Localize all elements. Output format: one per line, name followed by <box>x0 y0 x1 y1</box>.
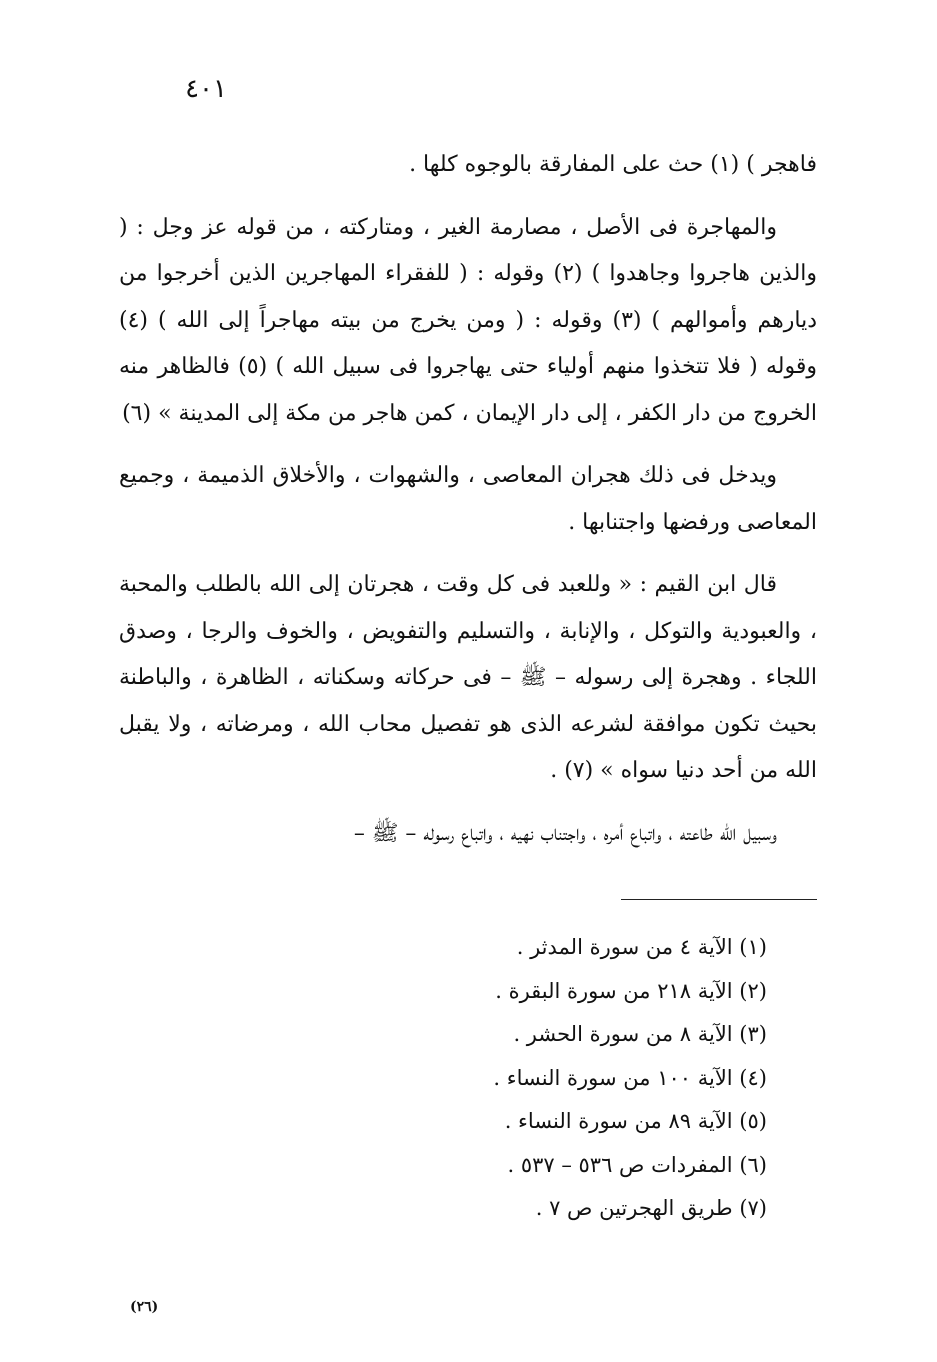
sheet-number: (٢٦) <box>130 1299 159 1315</box>
paragraph-2: والمهاجرة فى الأصل ، مصارمة الغير ، ومتاركته ، من قوله عز وجل : ( والذين هاجروا وجاهدوا ) (٢) وقوله : ( للفقراء المهاجرين الذين أخرجوا من ديارهم وأموالهم ) (٣) وقوله : ( ومن يخرج من بيته مهاجراً إلى الله ) (٤) وقوله ( فلا تتخذوا منهم أولياء حتى يهاجروا فى سبيل الله ) (٥) فالظاهر منه الخروج من دار الكفر ، إلى دار الإيمان ، كمن هاجر من مكة إلى المدينة » (٦) <box>119 214 818 426</box>
paragraph-4: قال ابن القيم : « وللعبد فى كل وقت ، هجرتان إلى الله بالطلب والمحبة ، والعبودية والتوكل ، والإنابة ، والتسليم والتفويض ، والخوف والرجا ، وصدق اللجاء . وهجرة إلى رسوله – ﷺ – فى حركاته وسكناته ، الظاهرة ، والباطنة بحيث تكون موافقة لشرعه الذى هو تفصيل محاب الله ، ومرضاته ، ولا يقبل الله من أحد دنيا سواه » (٧) . <box>119 572 817 783</box>
paragraph-3: ويدخل فى ذلك هجران المعاصى ، والشهوات ، والأخلاق الذميمة ، وجميع المعاصى ورفضها واجتنابها . <box>119 463 817 535</box>
footnote-divider <box>621 899 817 900</box>
footnote-6: (٦) المفردات ص ٥٣٦ – ٥٣٧ . <box>507 1152 767 1177</box>
main-text <box>119 142 817 857</box>
footnote-7: (٧) طريق الهجرتين ص ٧ . <box>535 1196 767 1220</box>
footnote-1: (١) الآية ٤ من سورة المدثر . <box>516 935 767 959</box>
footnote-3: (٣) الآية ٨ من سورة الحشر . <box>513 1022 767 1046</box>
page-number: ٤٠١ <box>185 74 227 104</box>
footnotes-list <box>347 926 767 1231</box>
footnote-5: (٥) الآية ٨٩ من سورة النساء . <box>504 1109 767 1133</box>
paragraph-1: فاهجر ) (١) حث على المفارقة بالوجوه كلها . <box>409 152 817 177</box>
footnote-4: (٤) الآية ١٠٠ من سورة النساء . <box>493 1065 767 1090</box>
paragraph-5: وسبيل الله طاعته ، واتباع أمره ، واجتناب نهيه ، واتباع رسوله – ﷺ – <box>353 820 777 846</box>
footnote-2: (٢) الآية ٢١٨ من سورة البقرة . <box>495 978 767 1003</box>
